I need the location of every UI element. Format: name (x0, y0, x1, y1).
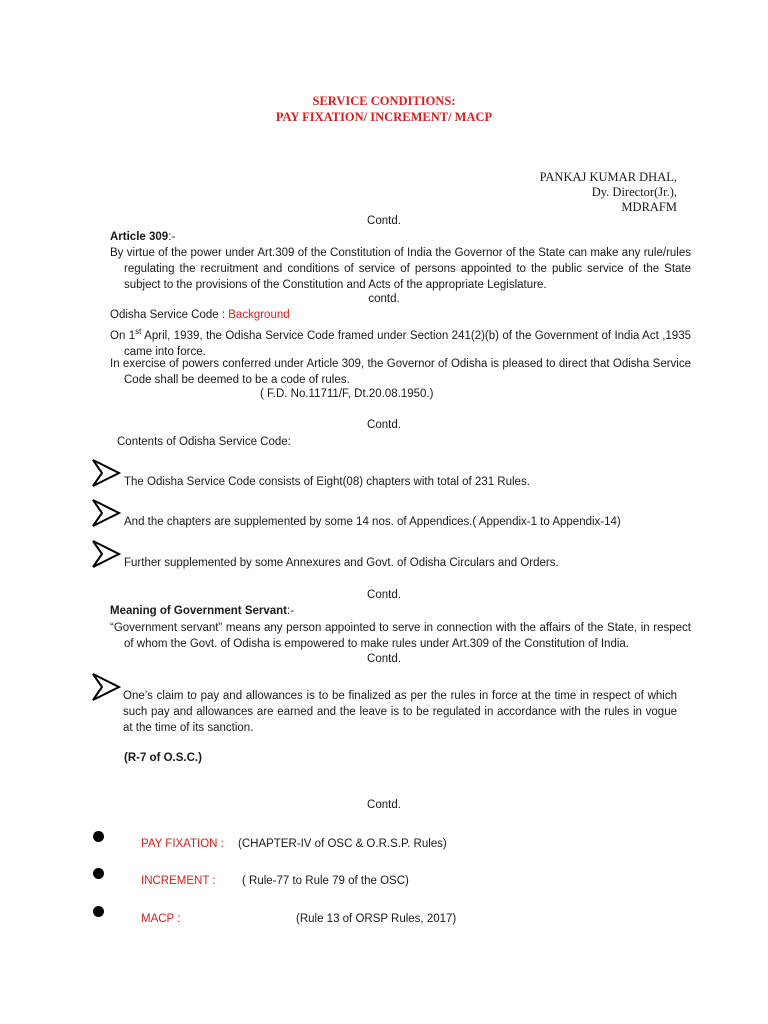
article-309-text: By virtue of the power under Art.309 of the Constitution of India the Governor of the State can make any rule/rules regulating the recruitment and conditions of service of persons appointed to the public service of the State subject to the provisions of the Constitution and Acts of the appropriate Legislature. (110, 247, 691, 291)
contents-heading: Contents of Odisha Service Code: (117, 436, 291, 448)
arrow-bullet-icon (91, 672, 121, 702)
bullet-dot-icon (93, 906, 104, 917)
contents-item: And the chapters are supplemented by some 14 nos. of Appendices.( Appendix-1 to Appendix-14) (124, 516, 621, 528)
contd-label: Contd. (367, 215, 401, 227)
article-309-heading-text: Article 309 (110, 231, 169, 243)
article-309-heading-suffix: :- (168, 231, 176, 243)
doc-title-line1: SERVICE CONDITIONS: (312, 94, 456, 108)
author-designation: Dy. Director(Jr.), (591, 185, 677, 199)
govt-servant-heading (110, 605, 294, 617)
contd-label: Contd. (367, 419, 401, 431)
doc-title-line2: PAY FIXATION/ INCREMENT/ MACP (275, 110, 493, 124)
contd-label: Contd. (367, 589, 401, 601)
arrow-bullet-icon (91, 458, 121, 488)
govt-servant-heading-text: Meaning of Government Servant (110, 605, 288, 617)
arrow-bullet-icon (91, 539, 121, 569)
topic-detail-macp: (Rule 13 of ORSP Rules, 2017) (296, 913, 457, 925)
background-heading (110, 309, 290, 321)
topic-label-increment: INCREMENT : (141, 875, 216, 887)
background-label: Odisha Service Code : (110, 309, 229, 321)
contd-label: Contd. (367, 799, 401, 811)
background-p1-rest: April, 1939, the Odisha Service Code framed under Section 241(2)(b) of the Government of India Act ,1935 came into force. (124, 329, 691, 358)
article-309-heading (110, 231, 175, 243)
background-reference: ( F.D. No.11711/F, Dt.20.08.1950.) (260, 388, 434, 400)
background-para-2: In exercise of powers conferred under Article 309, the Governor of Odisha is pleased to direct that Odisha Service Code shall be deemed to be a code of rules. (110, 358, 691, 386)
claim-text: One’s claim to pay and allowances is to be finalized as per the rules in force at the time in respect of which such pay and allowances are earned and the leave is to be regulated in accordance with the rules in vogue at the time of its sanction. (123, 690, 677, 734)
topic-detail-pay-fixation: (CHAPTER-IV of OSC & O.R.S.P. Rules) (238, 838, 447, 850)
background-para-1 (110, 324, 691, 360)
bullet-dot-icon (93, 831, 104, 842)
arrow-bullet-icon (91, 498, 121, 528)
topic-label-pay-fixation: PAY FIXATION : (141, 838, 224, 850)
background-label-red: Background (228, 309, 290, 321)
topic-detail-increment: ( Rule-77 to Rule 79 of the OSC) (242, 875, 409, 887)
contents-item: Further supplemented by some Annexures and Govt. of Odisha Circulars and Orders. (124, 557, 559, 569)
background-p1-start: On 1 (110, 329, 136, 342)
topic-label-macp: MACP : (141, 913, 181, 925)
contd-label: contd. (368, 293, 400, 305)
author-org: MDRAFM (621, 200, 677, 214)
author-name: PANKAJ KUMAR DHAL, (539, 170, 677, 184)
bullet-dot-icon (93, 868, 104, 879)
govt-servant-text: “Government servant” means any person appointed to serve in connection with the affairs of the State, in respect of whom the Govt. of Odisha is empowered to make rules under Art.309 of the Constitution of India. (110, 622, 691, 650)
govt-servant-heading-suffix: :- (287, 605, 295, 617)
background-p1-sup: st (135, 327, 142, 336)
contents-item: The Odisha Service Code consists of Eight(08) chapters with total of 231 Rules. (124, 476, 530, 488)
claim-rule: (R-7 of O.S.C.) (124, 752, 202, 764)
contd-label: Contd. (367, 653, 401, 665)
